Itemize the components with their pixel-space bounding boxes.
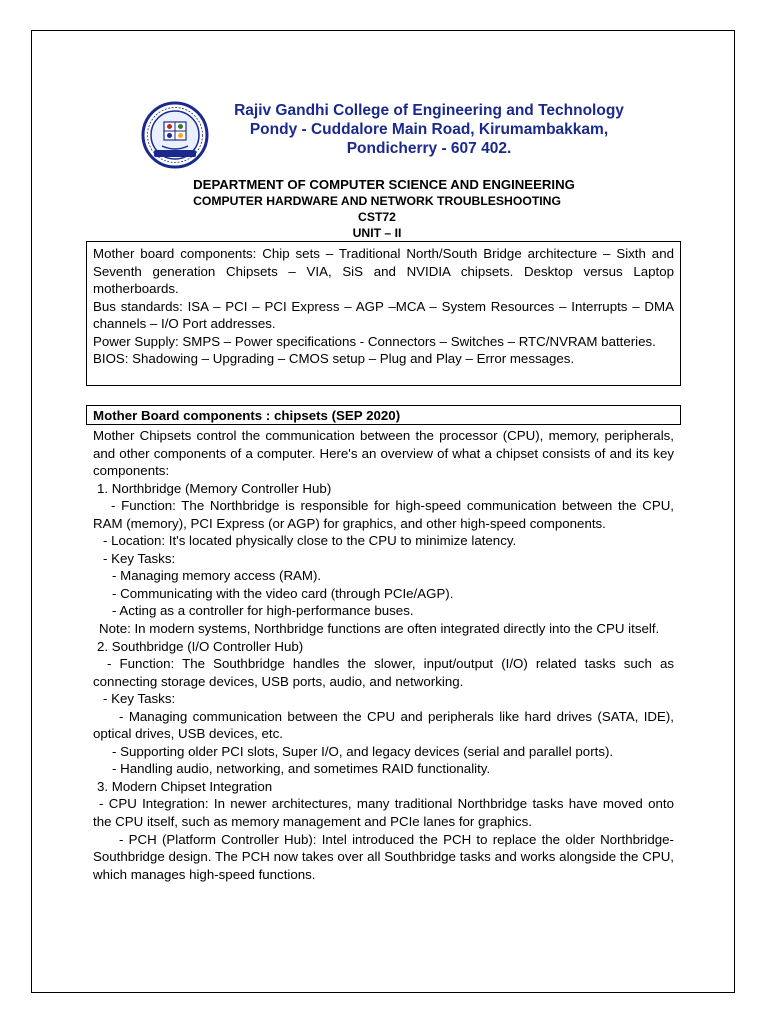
list-item: - Key Tasks:	[103, 691, 176, 707]
list-item: 3. Modern Chipset Integration	[97, 778, 273, 794]
syllabus-item: Mother board components: Chip sets – Traditional North/South Bridge architecture – Sixth and Seventh generation Chipsets – VIA, SiS and NVIDIA chipsets. Desktop versus Laptop motherboards.	[93, 246, 674, 296]
list-item: 1. Northbridge (Memory Controller Hub)	[97, 480, 332, 496]
syllabus-item: BIOS: Shadowing – Upgrading – CMOS setup – Plug and Play – Error messages.	[93, 351, 575, 366]
paragraph: - CPU Integration: In newer architectures, many traditional Northbridge tasks have moved onto the CPU itself, such as memory management and PCIe lanes for graphics.	[93, 796, 674, 830]
college-crest-icon	[140, 100, 210, 170]
list-item: - Handling audio, networking, and sometimes RAID functionality.	[112, 761, 491, 777]
paragraph: Note: In modern systems, Northbridge functions are often integrated directly into the CPU itself.	[99, 621, 660, 637]
section-heading: Mother Board components : chipsets (SEP 2020)	[86, 405, 681, 425]
list-item: - Managing memory access (RAM).	[112, 568, 322, 584]
college-name: Rajiv Gandhi College of Engineering and Technology	[234, 102, 624, 119]
list-item: 2. Southbridge (I/O Controller Hub)	[97, 638, 304, 654]
syllabus-box	[86, 241, 681, 386]
course-title: COMPUTER HARDWARE AND NETWORK TROUBLESHOOTING	[193, 194, 561, 208]
college-address: Pondy - Cuddalore Main Road, Kirumambakkam,	[249, 121, 609, 138]
syllabus-item: Power Supply: SMPS – Power specifications - Connectors – Switches – RTC/NVRAM batteries.	[93, 333, 656, 349]
college-header	[140, 96, 640, 166]
college-name-block	[219, 101, 639, 158]
paragraph: - Function: The Northbridge is responsible for high-speed communication between the CPU, RAM (memory), PCI Express (or AGP) for graphics, and other high-speed components.	[93, 498, 674, 531]
document-headings	[40, 176, 728, 242]
department-title: DEPARTMENT OF COMPUTER SCIENCE AND ENGINEERING	[193, 177, 575, 192]
list-item: - Acting as a controller for high-performance buses.	[112, 603, 414, 619]
paragraph: - PCH (Platform Controller Hub): Intel introduced the PCH to replace the older Northbridge-Southbridge design. The PCH now takes over all Southbridge tasks and works alongside the CPU, which manages high-speed functions.	[93, 831, 674, 882]
list-item: - Communicating with the video card (through PCIe/AGP).	[112, 585, 454, 601]
course-code: CST72	[358, 210, 396, 224]
paragraph: - Function: The Southbridge handles the slower, input/output (I/O) related tasks such as connecting storage devices, USB ports, audio, and networking.	[93, 656, 674, 689]
college-city: Pondicherry - 607 402.	[346, 140, 512, 157]
list-item: - Supporting older PCI slots, Super I/O, and legacy devices (serial and parallel ports).	[112, 743, 614, 759]
unit-title: UNIT – II	[352, 226, 402, 240]
paragraph: - Managing communication between the CPU and peripherals like hard drives (SATA, IDE), optical drives, USB devices, etc.	[93, 708, 674, 742]
section-body	[93, 427, 674, 883]
list-item: - Key Tasks:	[103, 550, 176, 566]
list-item: - Location: It's located physically close to the CPU to minimize latency.	[103, 533, 517, 549]
paragraph: Mother Chipsets control the communication between the processor (CPU), memory, peripherals, and other components of a computer. Here's an overview of what a chipset consists of and its key components:	[93, 428, 674, 479]
syllabus-item: Bus standards: ISA – PCI – PCI Express – AGP –MCA – System Resources – Interrupts – DMA channels – I/O Port addresses.	[93, 298, 674, 331]
